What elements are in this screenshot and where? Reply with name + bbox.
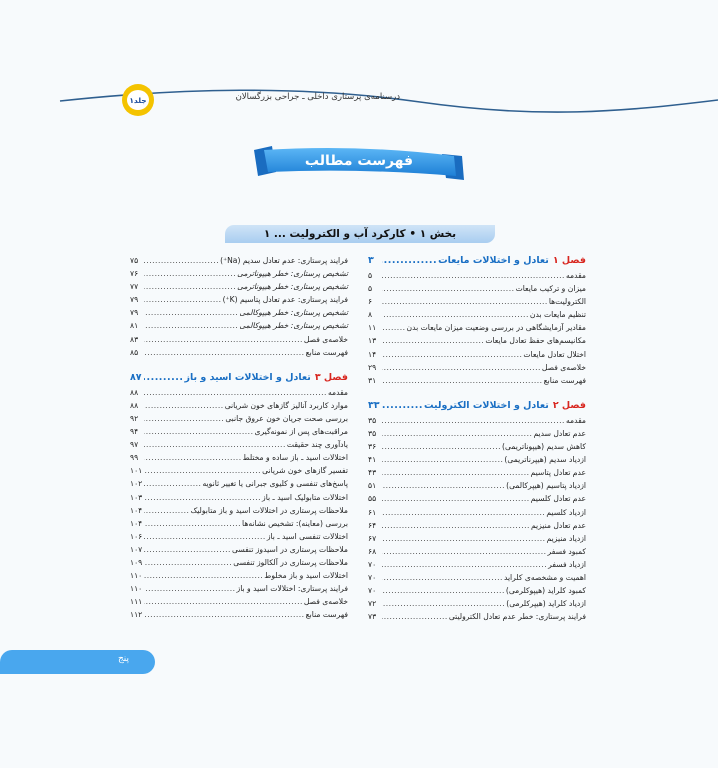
toc-entry[interactable]: بررسی (معاینه): تشخیص نشانه‌ها ..... ۱۰۴ [130,517,348,530]
toc-entry[interactable]: بررسی صحت جریان خون عروق جانبی ..... ۹۲ [130,412,348,425]
running-head: درسنامه‌ی پرستاری داخلی ـ جراحی بزرگسالان [235,92,400,102]
toc-entry[interactable]: فرایند پرستاری: عدم تعادل سدیم (Na⁺) ..... ۷۵ [130,254,348,267]
toc-entry[interactable]: فهرست منابع ..... ۳۱ [368,374,586,387]
toc-column-left [130,254,348,621]
chapter-1-heading[interactable]: فصل ۱ تعادل و اختلالات مایعات ..... ۳ [368,254,586,267]
toc-entry[interactable]: الکترولیت‌ها ..... ۶ [368,295,586,308]
toc-entry[interactable]: فرایند پرستاری: خطر عدم تعادل الکترولیتی ..... ۷۳ [368,610,586,623]
toc-entry[interactable]: کاهش سدیم (هیپوناتریمی) ..... ۳۶ [368,440,586,453]
toc-entry[interactable]: مقدمه ..... ۸۸ [130,386,348,399]
toc-column-right [368,254,586,623]
volume-badge-label: جلد۱ [127,90,149,110]
toc-entry[interactable]: ازدیاد منیزیم ..... ۶۷ [368,532,586,545]
volume-badge [122,84,154,116]
toc-entry[interactable]: اختلال تعادل مایعات ..... ۱۴ [368,348,586,361]
toc-entry[interactable]: تشخیص پرستاری: خطر هیپوکالمی ..... ۸۱ [130,319,348,332]
toc-entry[interactable]: مکانیسم‌های حفظ تعادل مایعات ..... ۱۳ [368,334,586,347]
toc-entry[interactable]: پاسخ‌های تنفسی و کلیوی جبرانی یا تغییر ثانویه ..... ۱۰۲ [130,477,348,490]
chapter-3-heading[interactable]: فصل ۳ تعادل و اختلالات اسید و باز ..... ۸۷ [130,371,348,384]
toc-entry[interactable]: ازدیاد کلراید (هیپرکلرمی) ..... ۷۲ [368,597,586,610]
toc-entry[interactable]: ازدیاد کلسیم ..... ۶۱ [368,506,586,519]
toc-entry[interactable]: تشخیص پرستاری: خطر هیپوکالمی ..... ۷۹ [130,306,348,319]
toc-entry[interactable]: اهمیت و مشخصه‌ی کلراید ..... ۷۰ [368,571,586,584]
toc-entry[interactable]: مقدمه ..... ۳۵ [368,414,586,427]
toc-entry[interactable]: ازدیاد فسفر ..... ۷۰ [368,558,586,571]
toc-entry[interactable]: تنظیم مایعات بدن ..... ۸ [368,308,586,321]
toc-entry[interactable]: خلاصه‌ی فصل ..... ۲۹ [368,361,586,374]
toc-entry[interactable]: فرایند پرستاری: اختلالات اسید و باز ..... ۱۱۰ [130,582,348,595]
toc-entry[interactable]: فرایند پرستاری: عدم تعادل پتاسیم (K⁺) ..... ۷۹ [130,293,348,306]
toc-entry[interactable]: میزان و ترکیب مایعات ..... ۵ [368,282,586,295]
toc-entry[interactable]: فهرست منابع ..... ۱۱۲ [130,608,348,621]
toc-entry[interactable]: فهرست منابع ..... ۸۵ [130,346,348,359]
page-number: پنج [118,654,130,664]
toc-entry[interactable]: مقادیر آزمایشگاهی در بررسی وضعیت میزان مایعات بدن ..... ۱۱ [368,321,586,334]
toc-entry[interactable]: تفسیر گازهای خون شریانی ..... ۱۰۱ [130,464,348,477]
toc-entry[interactable]: موارد کاربرد آنالیز گازهای خون شریانی ..... ۸۸ [130,399,348,412]
toc-entry[interactable]: مقدمه ..... ۵ [368,269,586,282]
toc-title: فهرست مطالب [304,153,414,169]
toc-entry[interactable]: اختلالات تنفسی اسید ـ باز ..... ۱۰۶ [130,530,348,543]
toc-entry[interactable]: عدم تعادل کلسیم ..... ۵۵ [368,492,586,505]
toc-entry[interactable]: خلاصه‌ی فصل ..... ۱۱۱ [130,595,348,608]
section-1-heading[interactable]: بخش ۱ • کارکرد آب و الکترولیت ... ۱ [225,225,495,243]
toc-entry[interactable]: ملاحظات پرستاری در اسیدوز تنفسی ..... ۱۰۷ [130,543,348,556]
toc-entry[interactable]: خلاصه‌ی فصل ..... ۸۳ [130,333,348,346]
toc-entry[interactable]: ملاحظات پرستاری در اختلالات اسید و باز متابولیک ..... ۱۰۴ [130,504,348,517]
toc-entry[interactable]: کمبود کلراید (هیپوکلرمی) ..... ۷۰ [368,584,586,597]
toc-entry[interactable]: یادآوری چند حقیقت ..... ۹۷ [130,438,348,451]
toc-entry[interactable]: تشخیص پرستاری: خطر هیپوناترمی ..... ۷۷ [130,280,348,293]
toc-entry[interactable]: عدم تعادل پتاسیم ..... ۴۳ [368,466,586,479]
toc-entry[interactable]: کمبود فسفر ..... ۶۸ [368,545,586,558]
toc-entry[interactable]: عدم تعادل سدیم ..... ۳۵ [368,427,586,440]
toc-entry[interactable]: تشخیص پرستاری: خطر هیپوناترمی ..... ۷۶ [130,267,348,280]
toc-entry[interactable]: مراقبت‌های پس از نمونه‌گیری ..... ۹۴ [130,425,348,438]
page-number-tab [0,650,155,674]
toc-entry[interactable]: اختلالات متابولیک اسید ـ باز ..... ۱۰۳ [130,491,348,504]
toc-entry[interactable]: اختلالات اسید ـ باز ساده و مختلط ..... ۹۹ [130,451,348,464]
chapter-2-heading[interactable]: فصل ۲ تعادل و اختلالات الکترولیت ..... ۳۳ [368,399,586,412]
toc-entry[interactable]: ملاحظات پرستاری در آلکالوز تنفسی ..... ۱۰۹ [130,556,348,569]
toc-entry[interactable]: ازدیاد پتاسیم (هیپرکالمی) ..... ۵۱ [368,479,586,492]
toc-entry[interactable]: عدم تعادل منیزیم ..... ۶۴ [368,519,586,532]
toc-entry[interactable]: ازدیاد سدیم (هیپرناتریمی) ..... ۴۱ [368,453,586,466]
toc-entry[interactable]: اختلالات اسید و باز مخلوط ..... ۱۱۰ [130,569,348,582]
